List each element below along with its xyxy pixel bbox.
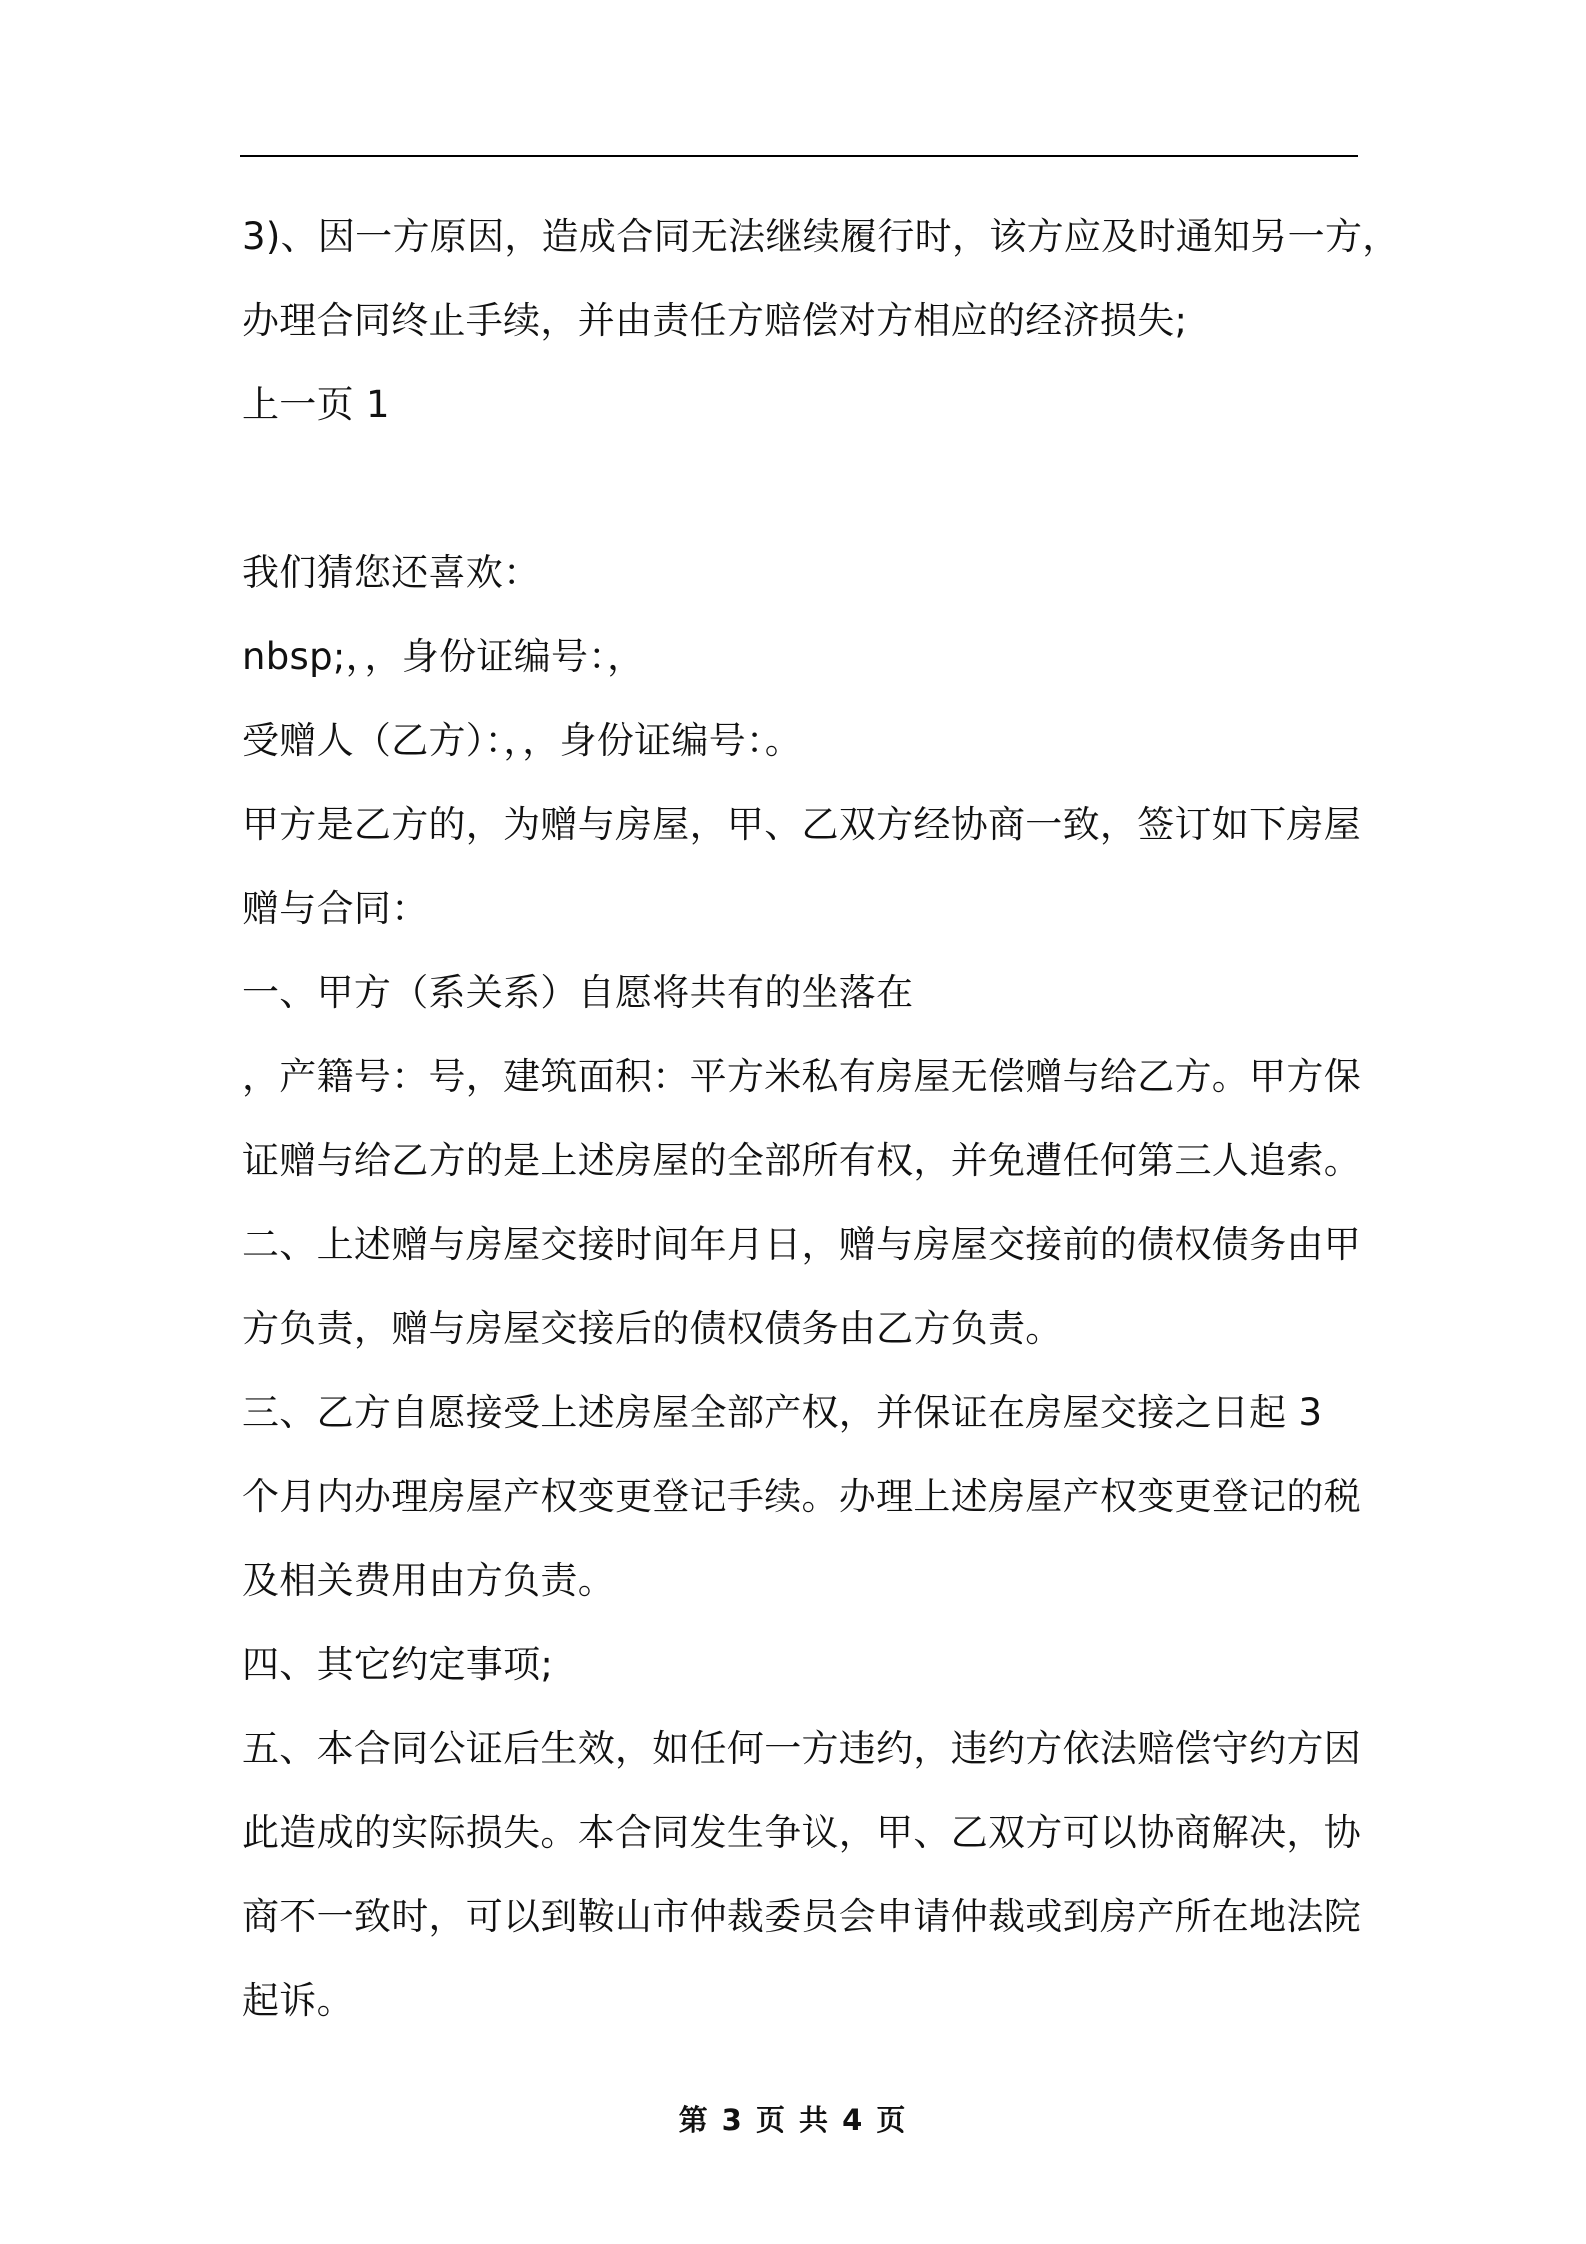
header-rule bbox=[240, 155, 1358, 157]
text-line: 个月内办理房屋产权变更登记手续。办理上述房屋产权变更登记的税 bbox=[242, 1475, 1361, 1518]
text-line: 受赠人（乙方）：，，身份证编号：。 bbox=[242, 719, 803, 762]
text-line: 3)、因一方原因，造成合同无法继续履行时，该方应及时通知另一方， bbox=[242, 215, 1400, 258]
related-heading: 我们猜您还喜欢： bbox=[242, 551, 541, 594]
text-line: 赠与合同： bbox=[242, 887, 429, 930]
text-line: nbsp;，，身份证编号：， bbox=[242, 635, 645, 678]
text-line: 及相关费用由方负责。 bbox=[242, 1559, 615, 1602]
document-body bbox=[242, 195, 1400, 2043]
clause-4: 四、其它约定事项; bbox=[242, 1643, 554, 1686]
text-line: 办理合同终止手续，并由责任方赔偿对方相应的经济损失; bbox=[242, 299, 1188, 342]
prev-page-link[interactable]: 上一页 1 bbox=[242, 383, 390, 426]
page-number: 第 3 页 共 4 页 bbox=[678, 2103, 908, 2137]
clause-3: 三、乙方自愿接受上述房屋全部产权，并保证在房屋交接之日起 3 bbox=[242, 1391, 1323, 1434]
text-line: 商不一致时，可以到鞍山市仲裁委员会申请仲裁或到房产所在地法院 bbox=[242, 1895, 1361, 1938]
blank-line bbox=[242, 447, 1362, 531]
clause-1: 一、甲方（系关系）自愿将共有的坐落在 bbox=[242, 971, 914, 1014]
text-line: ，产籍号：号，建筑面积：平方米私有房屋无偿赠与给乙方。甲方保 bbox=[242, 1055, 1361, 1098]
text-line: 起诉。 bbox=[242, 1979, 354, 2022]
text-line: 证赠与给乙方的是上述房屋的全部所有权，并免遭任何第三人追索。 bbox=[242, 1139, 1361, 1182]
text-line: 此造成的实际损失。本合同发生争议，甲、乙双方可以协商解决，协 bbox=[242, 1811, 1361, 1854]
text-line: 甲方是乙方的，为赠与房屋，甲、乙双方经协商一致，签订如下房屋 bbox=[242, 803, 1361, 846]
clause-2: 二、上述赠与房屋交接时间年月日，赠与房屋交接前的债权债务由甲 bbox=[242, 1223, 1361, 1266]
text-line: 方负责，赠与房屋交接后的债权债务由乙方负责。 bbox=[242, 1307, 1063, 1350]
clause-5: 五、本合同公证后生效，如任何一方违约，违约方依法赔偿守约方因 bbox=[242, 1727, 1361, 1770]
